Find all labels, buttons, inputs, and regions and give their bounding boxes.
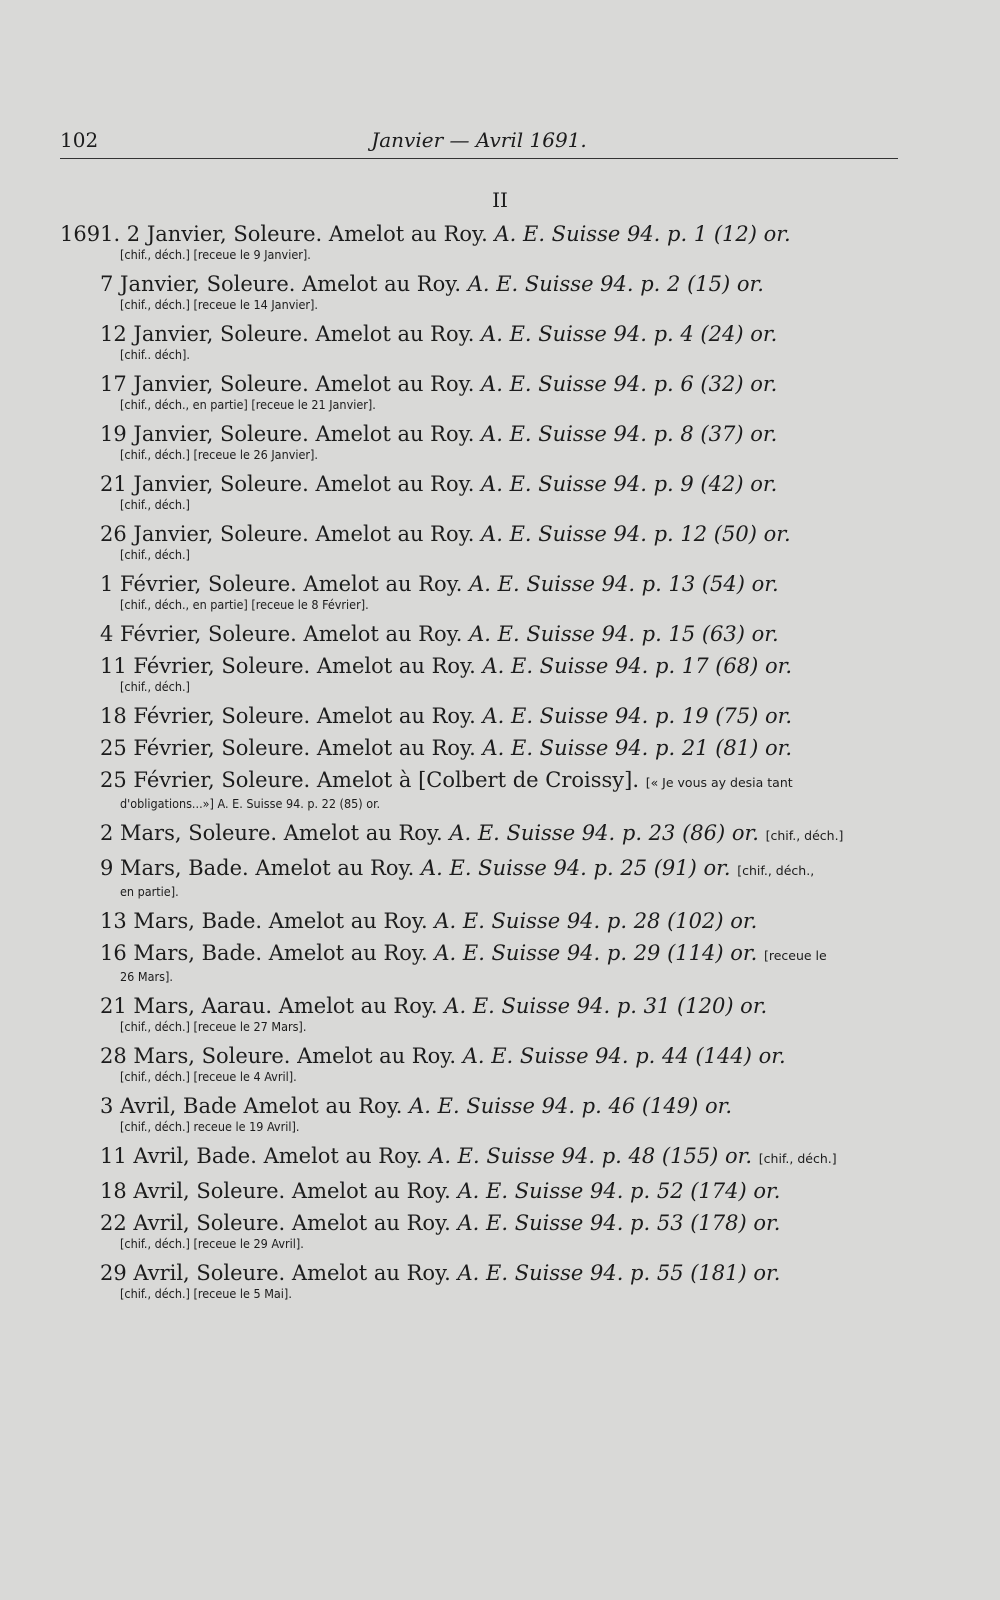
entry-note: [chif., déch., en partie] [receue le 21 Janvier]. (120, 397, 376, 412)
entry-note: en partie]. (120, 884, 179, 899)
entry-text: 1691. 2 Janvier, Soleure. Amelot au Roy. (60, 222, 495, 246)
entry-reference: A. E. Suisse 94. p. 25 (91) or. (420, 856, 738, 880)
entry-line (60, 618, 898, 650)
entry-reference: A. E. Suisse 94. p. 2 (15) or. (467, 272, 764, 296)
entry-line (60, 905, 898, 937)
entry-reference: A. E. Suisse 94. p. 13 (54) or. (469, 572, 779, 596)
entry-text: 19 Janvier, Soleure. Amelot au Roy. (100, 422, 482, 446)
list-item (60, 905, 898, 937)
entry-text: 9 Mars, Bade. Amelot au Roy. (100, 856, 421, 880)
list-item (60, 1207, 898, 1253)
entry-line (60, 732, 898, 764)
entry-inline-note: [chif., déch.] (758, 1151, 837, 1166)
entry-note: [chif., déch.] (120, 679, 190, 694)
entry-text: 7 Janvier, Soleure. Amelot au Roy. (100, 272, 468, 296)
entry-inline-note: [chif., déch.] (765, 828, 844, 843)
entry-reference: A. E. Suisse 94. p. 53 (178) or. (457, 1211, 781, 1235)
list-item (60, 764, 898, 813)
entry-inline-note: [chif., déch., (737, 863, 815, 878)
entry-reference: A. E. Suisse 94. p. 29 (114) or. (434, 941, 764, 965)
entry-reference: A. E. Suisse 94. p. 8 (37) or. (481, 422, 778, 446)
entry-inline-note: [« Je vous ay desia tant (645, 775, 793, 790)
entry-reference: A. E. Suisse 94. p. 4 (24) or. (481, 322, 778, 346)
list-item (60, 468, 898, 514)
entry-reference: A. E. Suisse 94. p. 44 (144) or. (462, 1044, 786, 1068)
entry-text: 18 Avril, Soleure. Amelot au Roy. (100, 1179, 458, 1203)
entry-reference: A. E. Suisse 94. p. 15 (63) or. (469, 622, 779, 646)
page-number: 102 (60, 128, 99, 152)
entry-note: [chif., déch.] (120, 497, 190, 512)
entry-text: 25 Février, Soleure. Amelot à [Colbert de Croissy]. (100, 768, 646, 792)
entry-reference: A. E. Suisse 94. p. 21 (81) or. (482, 736, 793, 760)
entry-reference: A. E. Suisse 94. p. 23 (86) or. (449, 821, 766, 845)
running-head: Janvier — Avril 1691. (371, 128, 587, 152)
section-title: II (492, 188, 508, 212)
list-item (60, 990, 898, 1036)
entry-text: 26 Janvier, Soleure. Amelot au Roy. (100, 522, 482, 546)
entry-line (60, 1140, 898, 1175)
entry-reference: A. E. Suisse 94. p. 48 (155) or. (429, 1144, 759, 1168)
entry-note: [chif., déch.] [receue le 27 Mars]. (120, 1019, 307, 1034)
entry-text: 2 Mars, Soleure. Amelot au Roy. (100, 821, 450, 845)
list-item (60, 218, 898, 264)
entry-reference: A. E. Suisse 94. p. 1 (12) or. (494, 222, 791, 246)
entry-note: [chif., déch.] receue le 19 Avril]. (120, 1119, 300, 1134)
list-item (60, 568, 898, 614)
entry-reference: A. E. Suisse 94. p. 55 (181) or. (457, 1261, 781, 1285)
entry-reference: A. E. Suisse 94. p. 46 (149) or. (409, 1094, 733, 1118)
entry-reference: A. E. Suisse 94. p. 31 (120) or. (444, 994, 768, 1018)
entry-text: 17 Janvier, Soleure. Amelot au Roy. (100, 372, 482, 396)
entry-text: 25 Février, Soleure. Amelot au Roy. (100, 736, 483, 760)
entry-line (60, 852, 898, 887)
entry-note: [chif., déch.] (120, 547, 190, 562)
entry-note: [chif., déch.] [receue le 29 Avril]. (120, 1236, 304, 1251)
entry-line (60, 700, 898, 732)
entry-note: [chif., déch., en partie] [receue le 8 Février]. (120, 597, 369, 612)
list-item (60, 618, 898, 650)
entry-text: 18 Février, Soleure. Amelot au Roy. (100, 704, 483, 728)
entry-reference: A. E. Suisse 94. p. 12 (50) or. (481, 522, 791, 546)
entry-text: 12 Janvier, Soleure. Amelot au Roy. (100, 322, 482, 346)
entry-text: 28 Mars, Soleure. Amelot au Roy. (100, 1044, 463, 1068)
entry-list (60, 218, 898, 1307)
entry-reference: A. E. Suisse 94. p. 28 (102) or. (434, 909, 758, 933)
list-item (60, 732, 898, 764)
list-item (60, 700, 898, 732)
entry-note: [chif., déch.] [receue le 4 Avril]. (120, 1069, 297, 1084)
entry-note: [chif., déch.] [receue le 14 Janvier]. (120, 297, 318, 312)
page-header (60, 122, 898, 159)
entry-note: d'obligations...»] A. E. Suisse 94. p. 22 (85) or. (120, 796, 381, 811)
list-item (60, 852, 898, 901)
entry-text: 13 Mars, Bade. Amelot au Roy. (100, 909, 435, 933)
entry-line (60, 937, 898, 972)
entry-note: [chif., déch.] [receue le 26 Janvier]. (120, 447, 318, 462)
list-item (60, 318, 898, 364)
entry-note: [chif., déch.] [receue le 5 Mai]. (120, 1286, 292, 1301)
entry-note: 26 Mars]. (120, 969, 173, 984)
entry-text: 1 Février, Soleure. Amelot au Roy. (100, 572, 470, 596)
entry-text: 22 Avril, Soleure. Amelot au Roy. (100, 1211, 458, 1235)
list-item (60, 1040, 898, 1086)
entry-text: 3 Avril, Bade Amelot au Roy. (100, 1094, 410, 1118)
list-item (60, 368, 898, 414)
list-item (60, 418, 898, 464)
entry-reference: A. E. Suisse 94. p. 6 (32) or. (481, 372, 778, 396)
list-item (60, 1175, 898, 1207)
entry-text: 16 Mars, Bade. Amelot au Roy. (100, 941, 435, 965)
entry-note: [chif., déch.] [receue le 9 Janvier]. (120, 247, 311, 262)
entry-reference: A. E. Suisse 94. p. 19 (75) or. (482, 704, 793, 728)
entry-text: 11 Avril, Bade. Amelot au Roy. (100, 1144, 430, 1168)
entry-line (60, 817, 898, 852)
entry-text: 21 Mars, Aarau. Amelot au Roy. (100, 994, 445, 1018)
entry-line (60, 1175, 898, 1207)
entry-text: 29 Avril, Soleure. Amelot au Roy. (100, 1261, 458, 1285)
list-item (60, 268, 898, 314)
list-item (60, 650, 898, 696)
entry-reference: A. E. Suisse 94. p. 52 (174) or. (457, 1179, 781, 1203)
list-item (60, 1090, 898, 1136)
list-item (60, 817, 898, 852)
list-item (60, 518, 898, 564)
entry-line (60, 764, 898, 799)
entry-text: 21 Janvier, Soleure. Amelot au Roy. (100, 472, 482, 496)
entry-note: [chif.. déch]. (120, 347, 190, 362)
list-item (60, 1140, 898, 1175)
entry-reference: A. E. Suisse 94. p. 17 (68) or. (482, 654, 793, 678)
list-item (60, 937, 898, 986)
entry-text: 11 Février, Soleure. Amelot au Roy. (100, 654, 483, 678)
entry-inline-note: [receue le (763, 948, 827, 963)
list-item (60, 1257, 898, 1303)
entry-text: 4 Février, Soleure. Amelot au Roy. (100, 622, 470, 646)
entry-reference: A. E. Suisse 94. p. 9 (42) or. (481, 472, 778, 496)
